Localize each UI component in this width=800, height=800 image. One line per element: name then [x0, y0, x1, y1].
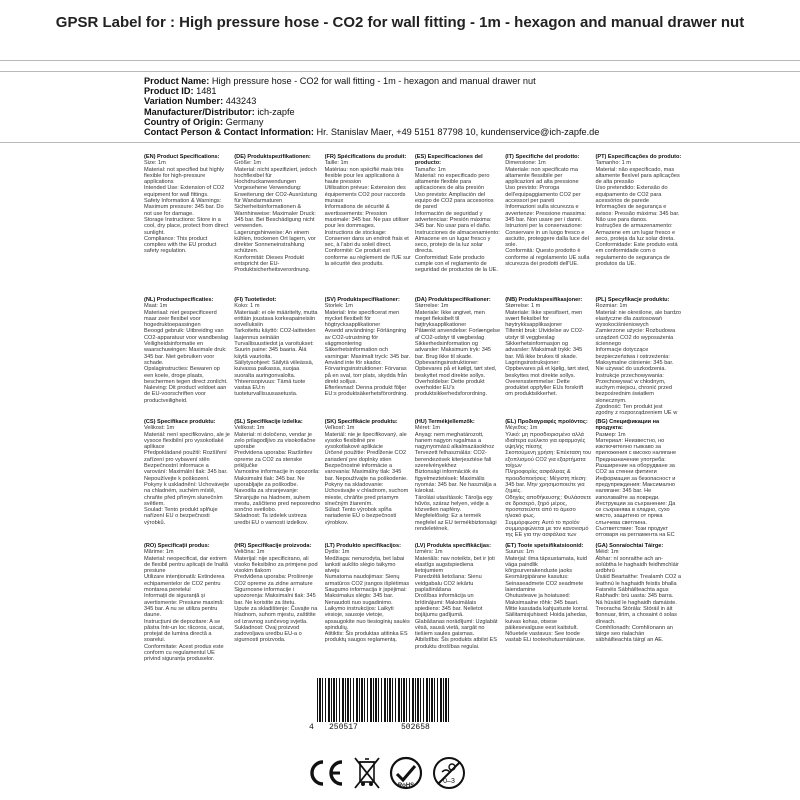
barcode-digits-group2: 502658 — [401, 723, 430, 732]
spec-row — [144, 154, 682, 289]
spec-body: Taille: 1m Matériau: non spécifié mais très flexible pour les applications à haute pression Utilisation prévue: Extension des équipements CO2 pour raccords muraux Informations de sécurité & avertissements: Pression maximale: 345 bar. Ne pas utiliser pour les dommages. Instructions de stockage: Conserver dans un endroit frais et sec, à l'abri du soleil direct. Conformité: Ce produit est conforme au règlement de l'UE sur la sécurité des produits. — [324, 160, 411, 268]
spec-body: Dimensione: 1m Materiale: non specificato ma altamente flessibile per applicazioni ad alta pressione Uso previsto: Proroga dell'equipaggiamento CO2 per accessori per pareti Informazioni sulla sicurezza e avvertenze: Pressione massima: 345 bar. Non usare per i danni. Istruzioni per la conservazione: Conservare in un luogo fresco e asciutto, proteggere dalla luce del sole. Conformità: Questo prodotto è conforme al regolamento UE sulla sicurezza dei prodotti dell'UE. — [505, 160, 590, 268]
spec-heading: (CS) Specifikace produktu: — [144, 419, 216, 425]
spec-body: Storlek: 1m Material: Inte specificerat men mycket flexibelt för högtrycksapplikationer Avsedd användning: Förlängning av CO2-utrustning för väggmontering Säkerhetsinformation och varningar: Maximalt tryck: 345 bar. Använd inte för skador. Förvaringsinstruktioner: Förvaras på en sval, torr plats, skydda från direkt solljus. Efterlevnad: Denna produkt följer EU:s produktsäkerhetsförordning. — [324, 303, 411, 398]
spec-cell — [144, 543, 230, 661]
info-variation-number: Variation Number: 443243 — [144, 96, 257, 107]
spec-body: Veličina: 1m Materijal: nije specificirano, ali visoko fleksibilno za primjene pod visokim tlakom Predviđena uporaba: Proširenje CO2 opreme za zidne armature Sigurnosne informacije i upozorenja: Maksimalni tlak: 345 bar. Ne koristite za štetu. Upute za skladištenje: Čuvajte na hladnom, suhom mjestu, zaštitite od izravnog sunčevog svjetla. Sukladnost: Ovaj proizvod zadovoljava uredbu EU-a o sigurnosti proizvoda. — [234, 549, 318, 644]
spec-cell — [505, 297, 591, 415]
spec-cell — [505, 154, 591, 289]
spec-cell — [505, 543, 591, 661]
spec-body: Méret: 1m Anyag: nem meghatározott, hanem nagyon rugalmas a nagynyomású alkalmazásokhoz Tervezett felhasználás: CO2-berendezések kiterjesztése fali szerelvényekhez Biztonsági információk és figyelmeztetések: Maximális nyomás: 345 bar. Ne használja a károkat. Tárolási utasítások: Tárolja egy hűvös, száraz helyen, védje a közvetlen napfény. Megfelelőség: Ez a termék megfelel az EU termékbiztonsági rendeletének. — [414, 425, 497, 533]
age-warning-icon — [432, 756, 466, 790]
spec-cell — [325, 543, 411, 661]
spec-heading: (EL) Προδιαγραφές προϊόντος: — [505, 419, 588, 425]
spec-body: Größe: 1m Material: nicht spezifiziert, jedoch hochflexibel für Hochdruckanwendungen Vorgesehene Verwendung: Erweiterung der CO2-Ausrüstung für Wandarmaturen Sicherheitsinformationen & Warnhinweise: Maximaler Druck: 345 bar. Bei Beschädigung nicht verwenden. Lagerungshinweise: An einem kühlen, trockenen Ort lagern, vor direkter Sonneneinstrahlung schützen. Konformität: Dieses Produkt entspricht der EU-Produktsicherheitsverordnung. — [234, 160, 317, 274]
spec-body: Størrelse: 1 m Materiale: Ikke spesifisert, men svært fleksibel for høytrykksapplikasjoner Tiltenkt bruk: Utvidelse av CO2-utstyr til veggbeslag Sikkerhetsinformasjon og advarsler: Maksimalt trykk: 345 bar. Må ikke brukes til skade. Lagringsinstruksjoner: Oppbevares på et kjølig, tørt sted, beskyttes mot direkte sollys. Overensstemmelse: Dette produktet oppfyller EUs forskrift om produktsikkerhet. — [505, 303, 590, 398]
spec-heading: (SV) Produktspecifikationer: — [324, 297, 400, 303]
barcode-bars — [317, 678, 449, 722]
spec-cell — [144, 419, 230, 539]
spec-grid — [144, 154, 682, 665]
spec-heading: (LT) Produkto specifikacijos: — [324, 543, 401, 549]
label-title: GPSR Label for : High pressure hose - CO2 for wall fitting - 1m - hexagon and manual drawer nut — [55, 14, 745, 31]
rohs-icon — [388, 756, 424, 790]
spec-heading: (BG) Спецификации на продукта: — [595, 419, 660, 432]
spec-cell — [595, 297, 681, 415]
info-product-name: Product Name: High pressure hose - CO2 for wall fitting - 1m - hexagon and manual drawer nut — [144, 76, 536, 86]
spec-heading: (EN) Product Specifications: — [144, 154, 220, 160]
spec-body: Tamaño: 1m Material: no especificado pero altamente flexible para aplicaciones de alta presión Uso previsto: Ampliación del equipo de CO2 para accesorios de pared Información de seguridad y advertencias: Presión máxima: 345 bar. No usar para el daño. Instrucciones de almacenamiento: Almacene en un lugar fresco y seco, protejo de la luz solar directa. Conformidad: Este producto cumple con el reglamento de seguridad de productos de la UE. — [414, 166, 500, 274]
spec-cell — [325, 154, 411, 289]
spec-heading: (ET) Toote spetsifikatsioonid: — [505, 543, 584, 549]
spec-cell — [234, 419, 320, 539]
spec-body: Dydis: 1m Medžiaga: nenurodyta, bet labai lanksti aukšto slėgio taikymo atveju Numatoma naudojimas: Sienų armatūros CO2 įrangos išplėtimas Saugumo informacija ir įspėjimai: Maksimalus slėgis: 345 bar. Nenaudoti nuo sugadinimo. Laikymo instrukcijos: Laikyti vėsioje, sausoje vietoje, apsaugokite nuo tiesioginių saulės spindulių. Atitiktis: Šis produktas atitinka ES produktų saugos reglamentą. — [324, 549, 410, 644]
spec-body: Størrelse: 1m Materiale: Ikke angivet, men meget fleksibelt til højtryksapplikationer Påtænkt anvendelse: Forlængelse af CO2-udstyr til vægbeslag Sikkerhedsinformation og advarsler: Maksimum tryk: 345 bar. Brug ikke til skade. Opbevaringsinstruktioner: Opbevares på et køligt, tørt sted, beskyttet mod direkte sollys. Overholdelse: Dette produkt overholder EU's produktsikkerhedsforordning. — [414, 303, 501, 398]
spec-heading: (FI) Tuotetiedot: — [234, 297, 277, 303]
spec-row — [144, 543, 682, 661]
spec-body: Izmērs: 1m Materiāls: nav noteikts, bet ir ļoti elastīgs augstspiediena lietojumiem Paredzētā lietošana: Sienu veidgabalu CO2 iekārtu paplašināšana Drošības informācija un brīdinājumi: Maksimālais spiediens: 345 bar. Nelietot bojājumu gadījumā. Glabāšanas norādījumi: Uzglabāt vēsā, sausā vietā, sargāt no tiešiem saules gaismas. Atbilstība: Šis produkts atbilst ES produktu drošības regulai. — [414, 549, 498, 650]
spec-heading: (DA) Produktspecifikationer: — [414, 297, 491, 303]
spec-body: Tamanho: 1 m Material: não especificado, mas altamente flexível para aplicações de alta pressão Uso pretendido: Extensão do equipamento de CO2 para acessórios de parede Informações de segurança e avisos: Pressão máxima: 345 bar. Não use para danos. Instruções de armazenamento: Armazene em um lugar fresco e seco, proteja da luz solar direta. Conformidade: Este produto está em conformidade com o regulamento de segurança de produtos da UE. — [595, 160, 680, 268]
spec-body: Veľkosť: 1m Materiál: nie je špecifikovaný, ale vysoko flexibilné pre vysokotlakové aplikácie Úrčené použitie: Predĺženie CO2 zariadení pre doplnky stien Bezpečnostné informácie a varovania: Maximálny tlak: 345 bar. Nepoužívajte na poškodenie. Pokyny na skladovanie: Uchovávajte v chladnom, suchom mieste, chráňte pred priamym slnečným žiarením. Súlad: Tento výrobok spĺňa nariadenie EÚ o bezpečnosti výrobkov. — [324, 425, 409, 526]
spec-heading: (GA) Sonraíochtaí Táirge: — [595, 543, 664, 549]
divider-top — [0, 60, 800, 61]
ean-barcode — [309, 678, 449, 738]
spec-cell — [234, 297, 320, 415]
spec-cell — [234, 154, 320, 289]
spec-body: Velikost: 1m Materiál: není specifikováno, ale je vysoce flexibilní pro vysokotlaké aplikace Předpokládané použití: Rozšíření zařízení pro vybavení stěn Bezpečnostní informace a varování: Maximální tlak: 345 bar. Nepoužívejte k poškození. Pokyny k uskladnění: Uchovávejte na chladném, suchém místě, chraňte před přímým slunečním světlem. Soulad: Tento produkt splňuje nařízení EU o bezpečnosti výrobků. — [144, 425, 230, 526]
spec-body: Velikost: 1m Material: ni določeno, vendar je zelo prilagodljivo za visokotlačne uporabe Predvidena uporaba: Razširitev opreme za CO2 za stenske priključke Varnostne informacije in opozorila: Maksimalni tlak: 345 bar. Ne uporabljajte za poškodbe. Navodila za shranjevanje: Shranjujte na hladnem, suhem mestu, zaščiteno pred neposredno sončno svetlobo. Skladnost: Ta izdelek ustreza uredbi EU o varnosti izdelkov. — [234, 425, 321, 526]
spec-body: Maat: 1m Materiaal: niet gespecificeerd maar zeer flexibel voor hogedruktoepassingen Beoogd gebruik: Uitbreiding van CO2-apparatuur voor wandbeslag Veiligheidsinformatie en waarschuwingen: Maximale druk: 345 bar. Niet gebruiken voor schade. Opslaginstructies: Bewaren op een koele, droge plaats, beschermen tegen direct zonlicht. Naleving: Dit product voldoet aan de EU-voorschriften voor productveiligheid. — [144, 303, 229, 404]
spec-cell — [415, 419, 501, 539]
spec-heading: (LV) Produkta specifikācijas: — [414, 543, 491, 549]
spec-cell — [144, 154, 230, 289]
spec-body: Μέγεθος: 1m Υλικό: μη προσδιορισμένο αλλά ιδιαίτερα ευέλικτο για εφαρμογές υψηλής πίεσης Σκοπούμενη χρήση: Επέκταση του εξοπλισμού CO2 για εξαρτήματα τοίχων Πληροφορίες ασφάλειας & προειδοποιήσεις: Μέγιστη πίεση: 345 bar. Μην χρησιμοποιείτε για ζημιές. Οδηγίες αποθήκευσης: Φυλάσσετε σε δροσερό, ξηρό μέρος, προστατεύστε από το άμεσο ηλιακό φως. Συμμόρφωση: Αυτό το προϊόν συμμορφώνεται με τον κανονισμό της ΕΕ για την ασφάλεια των — [505, 425, 592, 539]
spec-cell — [415, 297, 501, 415]
spec-cell — [595, 419, 681, 539]
spec-heading: (NL) Productspecificaties: — [144, 297, 214, 303]
spec-heading: (FR) Spécifications du produit: — [324, 154, 407, 160]
spec-cell — [325, 297, 411, 415]
barcode-digits-group1: 250517 — [329, 723, 358, 732]
spec-heading: (RO) Specificații produs: — [144, 543, 210, 549]
info-manufacturer: Manufacturer/Distributor: ich-zapfe — [144, 106, 295, 117]
spec-heading: (NB) Produktspesifikasjoner: — [505, 297, 583, 303]
ce-mark-icon — [306, 758, 346, 788]
spec-body: Size: 1m Material: not specified but highly flexible for high-pressure applications Intended Use: Extension of CO2 equipment for wall fittings. Safety Information & Warnings: Maximum pressure: 345 bar. Do not use for damage. Storage Instructions: Store in a cool, dry place, protect from direct sunlight. Compliance: This product complies with the EU product safety regulation. — [144, 160, 229, 255]
spec-body: Méid: 1m Ábhar: ní sonraithe ach an-solúbtha le haghaidh feidhmchláir ardbhrú Úsáid Beartaithe: Trealamh CO2 a leathnú le haghaidh feistis bhalla Faisnéis Sábháilteachta agus Rabhadh: brú uasta: 345 barra. Ná húsáid le haghaidh damáiste. Treoracha Stórála: Stóráil in áit fionnuar, tirim, a chosaint ó solas díreach. Comhlíonadh: Comhlíonann an táirge seo rialachán sábháilteachta táirgí an AE. — [595, 549, 681, 644]
barcode-digit-left: 4 — [309, 723, 314, 732]
spec-heading: (SL) Specifikacije izdelka: — [234, 419, 303, 425]
spec-cell — [595, 543, 681, 661]
spec-heading: (SK) Špecifikácie produktu: — [324, 419, 398, 425]
spec-body: Rozmiar: 1m Materiał: nie określone, ale bardzo elastyczne dla zastosowań wysokociśnieniowych Zamierzone użycie: Rozbudowa urządzeń CO2 do wyposażenia ściennego Informacje dotyczące bezpieczeństwa i ostrzeżenia: Maksymalne ciśnienie: 345 bar. Nie używać do uszkodzenia. Instrukcje przechowywania: Przechowywać w chłodnym, suchym miejscu, chronić przed bezpośrednim światłem słonecznym. Zgodność: Ten produkt jest zgodny z rozporządzeniem UE w — [595, 303, 681, 415]
age-range-label: 0–3 — [443, 778, 455, 785]
info-contact: Contact Person & Contact Information: Hr. Stanislav Maer, +49 5151 87798 10, kundenservice@ich-zapfe.de — [144, 127, 600, 138]
spec-cell — [595, 154, 681, 289]
spec-cell — [325, 419, 411, 539]
spec-heading: (DE) Produktspezifikationen: — [234, 154, 311, 160]
spec-heading: (ES) Especificaciones del producto: — [414, 154, 483, 167]
rohs-label: RoHS — [397, 783, 415, 789]
spec-body: Размер: 1m Материал: Неизвестно, но изключително гъвкаво за приложения с високо налягане Предназначение употреба: Разширение на оборудване за CO2 за стенни фитинги Информация за безопасност и предупреждения: Максимално налягане: 345 bar. Не използвайте за повреди. Инструкции за съхранение: Да се съхранява в хладно, сухо място, защитено от пряка слънчева светлина. Съответствие: Този продукт отговаря на регламента на ЕС — [595, 431, 677, 539]
spec-cell — [415, 543, 501, 661]
spec-heading: (HR) Specifikacije proizvoda: — [234, 543, 312, 549]
info-country-of-origin: Country of Origin: Germany — [144, 116, 264, 127]
spec-cell — [415, 154, 501, 289]
divider-top-2 — [0, 71, 800, 72]
spec-cell — [505, 419, 591, 539]
spec-heading: (IT) Specifiche del prodotto: — [505, 154, 580, 160]
info-product-id: Product ID: 1481 — [144, 86, 217, 97]
spec-cell — [234, 543, 320, 661]
spec-body: Mărime: 1m Material: neopecificat, dar extrem de flexibil pentru aplicații de înaltă presiune Utilizare intenționată: Extinderea echipamentelor de CO2 pentru montarea peretelui Informații de siguranță și avertismente: Presiune maximă: 345 bar. A nu se utiliza pentru daune. Instrucțiuni de depozitare: A se păstra într-un loc răcoros, uscat, protejat de lumina directă a soarelui. Conformitate: Acest produs este conform cu regulamentul UE privind siguranța produselor. — [144, 549, 228, 661]
spec-heading: (PL) Specyfikacje produktu: — [595, 297, 670, 303]
spec-body: Suurus: 1m Materjal: ilma täpsustamata, kuid väga paindlik kõrgsurverakenduste jaoks Eesmärgipärane kasutus: Seinaseadmete CO2 seadmete laiendamine Ohutusteave ja hoiatused: Maksimaalne rõhk: 345 baari. Mitte kasutada kahjustuste korral. Säilitamisjuhised: Hoida jahedas, kuivas kohas, otsese päikesevalguse eest kaitstult. Nõuetele vastavus: See toode vastab ELi tooteohutusmääruse. — [505, 549, 589, 644]
divider-info — [0, 142, 800, 143]
spec-row — [144, 419, 682, 539]
spec-heading: (PT) Especificações do produto: — [595, 154, 682, 160]
spec-row — [144, 297, 682, 415]
spec-cell — [144, 297, 230, 415]
spec-heading: (HU) Termékjellemzők: — [414, 419, 475, 425]
weee-bin-icon — [352, 756, 382, 790]
product-info — [144, 76, 784, 137]
spec-body: Koko: 1 m Materiaali: ei ole määritelty, mutta erittäin joustava korkeapaineisiin sovelluksiin Tarkoitettu käyttö: CO2-laitteiden laajennus seinään Turvallisuustiedot ja varoitukset: Suurin paine: 345 baaria. Älä käytä vaurioita. Säilytysohjeet: Säilytä viileässä, kuivassa paikassa, suojaa suoralta auringonvalolta. Yhteensopivuus: Tämä tuote vastaa EU:n tuoteturvallisuusasetusta. — [234, 303, 318, 398]
